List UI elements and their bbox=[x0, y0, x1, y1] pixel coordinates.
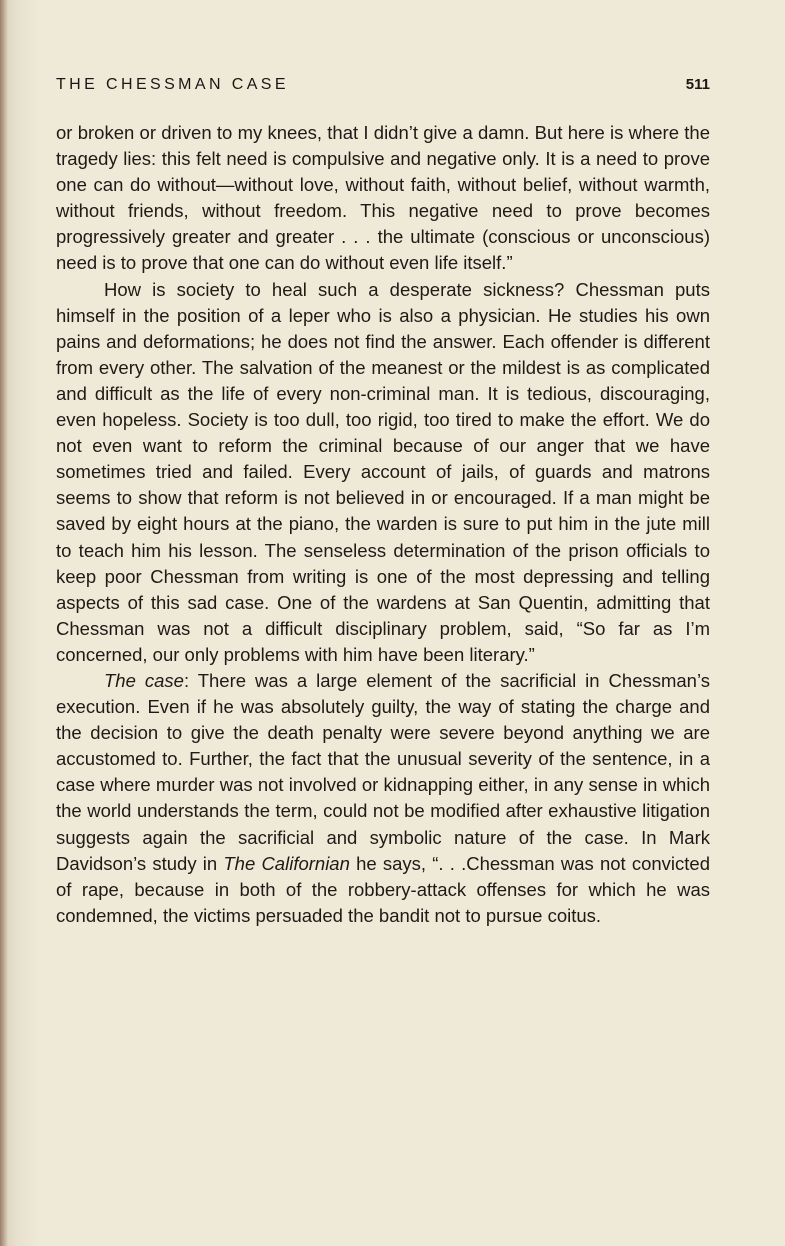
paragraph-lead-colon: : bbox=[183, 669, 198, 691]
paragraph-society: How is society to heal such a desperate sickness? Chessman puts himself in the position of a leper who is also a physician. He studies his own pains and deformations; he does not find the answer. Each offender is different from every other. The salvation of the meanest or the mildest is as complicated and difficult as the life of every non-criminal man. It is tedious, discouraging, even hopeless. Society is too dull, too rigid, too tired to make the effort. We do not even want to reform the criminal because of our anger that we have sometimes tried and failed. Every account of jails, of guards and matrons seems to show that reform is not believed in or encouraged. If a man might be saved by eight hours at the piano, the warden is sure to put him in the jute mill to teach him his lesson. The senseless determination of the prison officials to keep poor Chessman from writing is one of the most depressing and telling aspects of this sad case. One of the wardens at San Quentin, admitting that Chessman was not a difficult disciplinary problem, said, “So far as I’m concerned, our only problems with him have been literary.” bbox=[56, 278, 710, 665]
paragraph-the-case bbox=[56, 668, 710, 929]
book-spine-shadow bbox=[0, 0, 8, 1246]
paragraph-text-after: he says, “. . .Chessman was not convicted of rape, because in both of the robbery-attack offenses for which he was condemned, the victims persuaded the bandit not to pursue coitus. bbox=[56, 852, 711, 926]
paragraph-lead-italic: The case bbox=[104, 669, 184, 691]
running-head-title: THE CHESSMAN CASE bbox=[56, 76, 289, 93]
paragraph-continued: or broken or driven to my knees, that I didn’t give a damn. But here is where the tragedy lies: this felt need is compulsive and negative only. It is a need to prove one can do without—without love, without faith, without belief, without warmth, without friends, without freedom. This negative need to prove becomes progressively greater and greater . . . the ultimate (conscious or unconscious) need is to prove that one can do without even life itself.” bbox=[56, 122, 710, 274]
paragraph-text: There was a large element of the sacrificial in Chessman’s execution. Even if he was absolutely guilty, the way of stating the charge and the decision to give the death penalty were severe beyond anything we are accustomed to. Further, the fact that the unusual severity of the sentence, in a case where murder was not involved or kidnapping either, in any sense in which the world understands the term, could not be modified after exhaustive litigation suggests again the sacrificial and symbolic nature of the case. In Mark Davidson’s study in bbox=[56, 669, 710, 874]
page-number: 511 bbox=[685, 76, 710, 93]
running-head bbox=[56, 76, 710, 96]
italic-publication-title: The Californian bbox=[223, 852, 350, 874]
body-text bbox=[56, 120, 710, 929]
